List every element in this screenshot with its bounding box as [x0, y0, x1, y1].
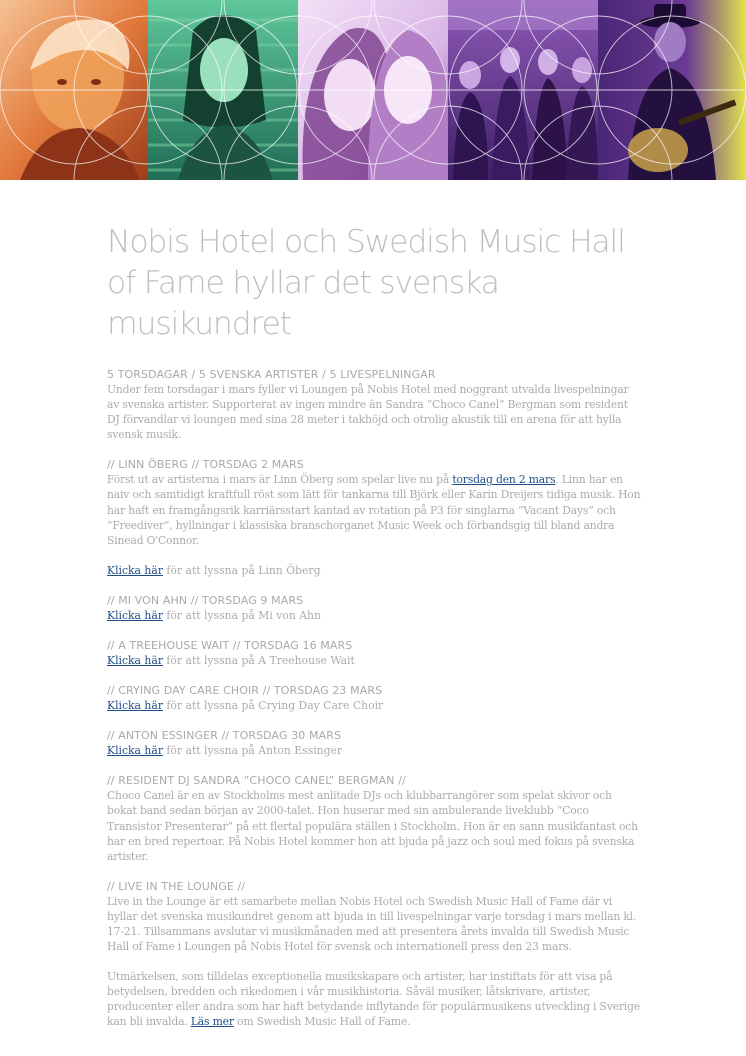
- mi-von-ahn-heading: // MI VON AHN // TORSDAG 9 MARS: [107, 593, 304, 607]
- listen-line-anton: [107, 743, 641, 758]
- treehouse-wait-heading: // A TREEHOUSE WAIT // TORSDAG 16 MARS: [107, 639, 353, 653]
- listen-link-treehouse[interactable]: Klicka här: [107, 654, 163, 668]
- listen-text-mi: för att lyssna på Mi von Ahn: [162, 608, 321, 622]
- intro-heading: 5 TORSDAGAR / 5 SVENSKA ARTISTER / 5 LIVESPELNINGAR: [107, 368, 436, 381]
- resident-dj-heading: // RESIDENT DJ SANDRA ”CHOCO CANEL” BERGMAN //: [107, 774, 406, 788]
- listen-line-crying: [107, 698, 641, 713]
- linn-text-before: Först ut av artisterna i mars är Linn Öberg som spelar live nu på: [107, 473, 453, 487]
- header-banner: [0, 0, 746, 180]
- date-link-2-mars[interactable]: torsdag den 2 mars: [452, 473, 556, 487]
- anton-essinger-heading: // ANTON ESSINGER // TORSDAG 30 MARS: [107, 729, 342, 743]
- linn-oberg-paragraph: [107, 472, 641, 547]
- award-paragraph: [107, 969, 641, 1029]
- listen-link-mi[interactable]: Klicka här: [107, 608, 163, 622]
- page-title: Nobis Hotel och Swedish Music Hall of Fame hyllar det svenska musikundret: [107, 224, 625, 342]
- listen-line-mi: [107, 608, 641, 623]
- listen-link-crying[interactable]: Klicka här: [107, 699, 163, 713]
- live-lounge-heading: // LIVE IN THE LOUNGE //: [107, 879, 246, 893]
- listen-text-linn: för att lyssna på Linn Öberg: [162, 563, 321, 577]
- intro-paragraph: Under fem torsdagar i mars fyller vi Loungen på Nobis Hotel med noggrant utvalda livespelningar av svenska artister. Supporterat av ingen mindre än Sandra ”Choco Canel” Bergman som resident DJ förvandlar vi loungen med sina 28 meter i takhöjd och otrolig akustik till en arena för att hylla svensk musik.: [107, 383, 629, 442]
- live-lounge-paragraph: Live in the Lounge är ett samarbete mellan Nobis Hotel och Swedish Music Hall of Fame där vi hyllar det svenska musikundret genom att bjuda in till livespelningar varje torsdag i mars mellan kl. 17-21. Tillsammans avslutar vi musikmånaden med att presentera årets invalda till Swedish Music Hall of Fame i Loungen på Nobis Hotel för svensk och internationell press den 23 mars.: [107, 894, 637, 954]
- article: [107, 222, 641, 1030]
- geometric-overlay: [0, 0, 746, 180]
- listen-text-anton: för att lyssna på Anton Essinger: [162, 744, 343, 758]
- linn-oberg-heading: // LINN ÖBERG // TORSDAG 2 MARS: [107, 458, 304, 472]
- award-text-before: Utmärkelsen, som tilldelas exceptionella musikskapare och artister, har instiftats för att visa på betydelsen, bredden och rikedomen i vår musikhistoria. Såväl musiker, låtskrivare, artister, producenter eller andra som har haft betydande inflytande för populärmusikens utveckling i Sverige kan bli invalda.: [107, 970, 640, 1029]
- resident-dj-paragraph: Choco Canel är en av Stockholms mest anlitade DJs och klubbarrangörer som spelat skivor och bokat band sedan början av 2000-talet. Hon huserar med sin ambulerande liveklubb “Coco Transistor Presenterar” på ett flertal populära ställen i Stockholm. Hon är en sann musikfantast och har en bred repertoar. På Nobis Hotel kommer hon att bjuda på jazz och soul med fokus på svenska artister.: [107, 789, 638, 863]
- linn-text-after: . Linn har en naiv och samtidigt kraftfull röst som lätt för tankarna till Björk eller Karin Dreijers tidiga musik. Hon har haft en framgångsrik karriärsstart kantad av rotation på P3 för singlarna ”Vacant Days” och ”Freediver”, hyllningar i klassiska branschorganet Music Week och förbandsgig till bland andra Sinead O'Connor.: [107, 473, 641, 547]
- listen-text-crying: för att lyssna på Crying Day Care Choir: [162, 699, 384, 713]
- listen-line-treehouse: [107, 653, 641, 668]
- listen-line-linn: [107, 563, 641, 578]
- listen-link-anton[interactable]: Klicka här: [107, 744, 163, 758]
- listen-link-linn[interactable]: Klicka här: [107, 563, 163, 577]
- crying-day-care-choir-heading: // CRYING DAY CARE CHOIR // TORSDAG 23 MARS: [107, 684, 383, 698]
- listen-text-treehouse: för att lyssna på A Treehouse Wait: [162, 654, 355, 668]
- read-more-link[interactable]: Läs mer: [190, 1015, 234, 1029]
- award-text-after: om Swedish Music Hall of Fame.: [233, 1015, 411, 1029]
